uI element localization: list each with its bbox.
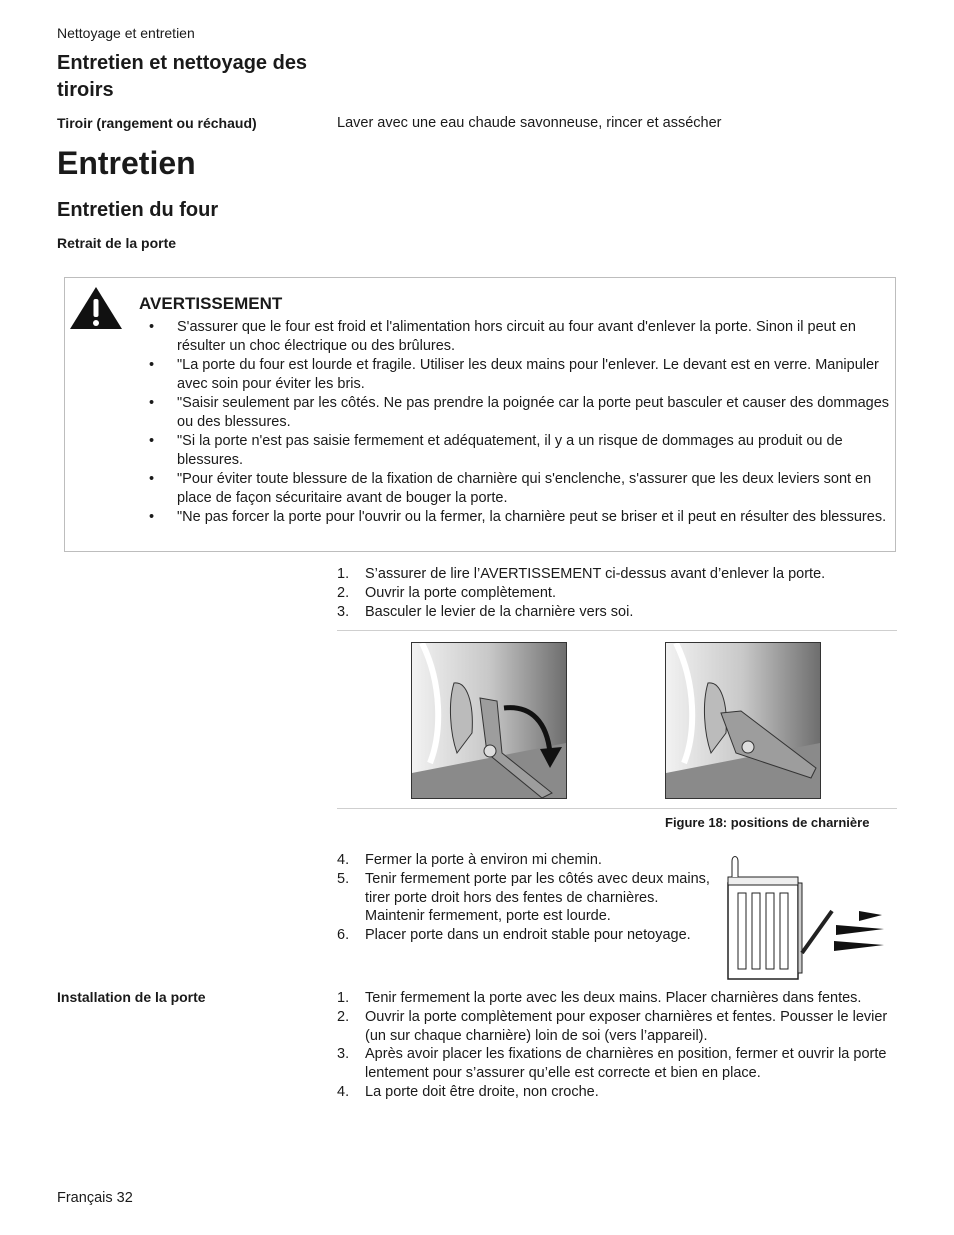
bullet: •	[149, 395, 155, 411]
step-number: 3.	[337, 603, 350, 620]
figure-bottom-rule	[337, 808, 897, 809]
warning-item-text: "Si la porte n'est pas saisie fermement et adéquatement, il y a un risque de dommages au produit ou de blessures.	[177, 433, 843, 468]
step-text: Fermer la porte à environ mi chemin.	[365, 852, 602, 868]
step-item	[337, 584, 897, 603]
warning-item	[139, 470, 899, 508]
step-number: 1.	[337, 566, 350, 582]
warning-title: AVERTISSEMENT	[139, 294, 283, 313]
step-item	[337, 989, 902, 1008]
removal-steps-4-6	[337, 851, 722, 945]
warning-list	[139, 318, 899, 527]
door-installation-heading: Installation de la porte	[57, 989, 206, 1005]
step-text: Ouvrir la porte complètement pour exposer charnières et fentes. Pousser le levier (un sur chaque charnière) loin de soi (vers l’appareil).	[365, 1008, 888, 1044]
door-removal-heading: Retrait de la porte	[57, 235, 177, 251]
bullet: •	[149, 433, 155, 449]
removal-steps-1-3	[337, 565, 897, 621]
hinge-lever-open-image	[665, 642, 821, 799]
step-text: Basculer le levier de la charnière vers soi.	[365, 603, 634, 620]
step-item	[337, 565, 897, 584]
section-title: Entretien	[57, 145, 196, 181]
warning-item	[139, 432, 899, 470]
bullet: •	[149, 471, 155, 487]
step-text: Après avoir placer les fixations de charnières en position, fermer et ouvrir la porte lentement pour s’assurer qu’elle est correcte et bien en place.	[365, 1046, 887, 1082]
bullet: •	[149, 319, 155, 335]
step-item	[337, 1083, 902, 1102]
step-item	[337, 870, 722, 926]
door-removal-image	[724, 853, 889, 983]
installation-steps	[337, 989, 902, 1102]
step-number: 2.	[337, 1008, 350, 1025]
warning-item-text: "Pour éviter toute blessure de la fixation de charnière qui s'enclenche, s'assurer que les deux leviers sont en place de façon sécuritaire avant de bouger la porte.	[177, 471, 872, 506]
warning-item-text: "Saisir seulement par les côtés. Ne pas prendre la poignée car la porte peut basculer et causer des dommages ou des blessures.	[177, 395, 890, 430]
step-text: S’assurer de lire l’AVERTISSEMENT ci-dessus avant d’enlever la porte.	[365, 566, 826, 582]
step-item	[337, 851, 722, 870]
step-number: 1.	[337, 990, 350, 1006]
warning-item-text: S'assurer que le four est froid et l'alimentation hors circuit au four avant d'enlever la porte. Sinon il peut en résulter un choc électrique ou des brûlures.	[177, 319, 856, 354]
warning-item	[139, 356, 899, 394]
oven-maintenance-heading: Entretien du four	[57, 199, 219, 221]
drawer-label: Tiroir (rangement ou réchaud)	[57, 115, 257, 131]
step-text: La porte doit être droite, non croche.	[365, 1083, 599, 1100]
step-number: 5.	[337, 870, 350, 887]
bullet: •	[149, 357, 155, 373]
page-number: Français 32	[57, 1190, 133, 1206]
step-item	[337, 926, 722, 945]
figure-caption: Figure 18: positions de charnière	[665, 815, 870, 830]
step-item	[337, 1008, 902, 1046]
step-number: 4.	[337, 1083, 350, 1100]
warning-item	[139, 508, 899, 527]
step-text: Tenir fermement la porte avec les deux mains. Placer charnières dans fentes.	[365, 990, 862, 1006]
step-number: 3.	[337, 1046, 350, 1063]
step-number: 2.	[337, 584, 350, 601]
bullet: •	[149, 509, 155, 525]
hinge-lever-closed-image	[411, 642, 567, 799]
figure-top-rule	[337, 630, 897, 631]
warning-triangle-icon	[68, 285, 124, 331]
step-text: Tenir fermement porte par les côtés avec deux mains, tirer porte droit hors des fentes de charnières. Maintenir fermement, porte est lourde.	[365, 870, 710, 925]
step-text: Ouvrir la porte complètement.	[365, 584, 556, 601]
warning-item-text: "Ne pas forcer la porte pour l'ouvrir ou la fermer, la charnière peut se briser et il peut en résulter des blessures.	[177, 509, 887, 525]
warning-item-text: "La porte du four est lourde et fragile. Utiliser les deux mains pour l'enlever. Le devant est en verre. Manipuler avec soin pour éviter les bris.	[177, 357, 879, 392]
step-item	[337, 1045, 902, 1083]
drawers-heading: Entretien et nettoyage des tiroirs	[57, 52, 308, 101]
running-head: Nettoyage et entretien	[57, 25, 195, 41]
step-item	[337, 603, 897, 622]
step-number: 6.	[337, 927, 350, 944]
step-number: 4.	[337, 852, 350, 868]
step-text: Placer porte dans un endroit stable pour netoyage.	[365, 927, 691, 944]
drawer-instructions: Laver avec une eau chaude savonneuse, rincer et assécher	[337, 115, 722, 131]
warning-item	[139, 318, 899, 356]
warning-item	[139, 394, 899, 432]
